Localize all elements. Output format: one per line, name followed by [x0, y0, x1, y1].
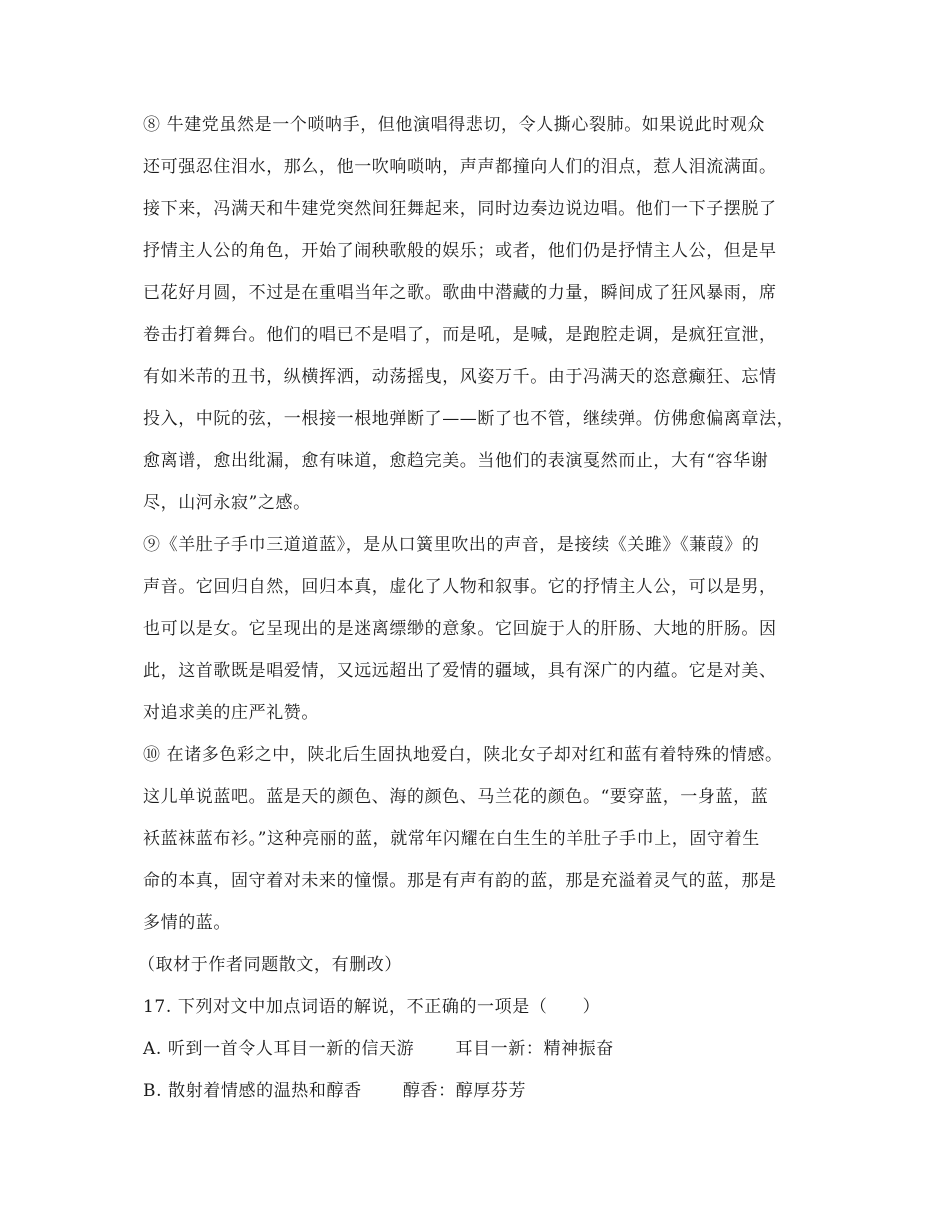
paragraph-10-line-2: 这儿单说蓝吧。蓝是天的颜色、海的颜色、马兰花的颜色。“要穿蓝，一身蓝，蓝 — [143, 787, 769, 807]
paragraph-9-line-5: 对追求美的庄严礼赞。 — [143, 703, 319, 723]
paragraph-8-line-9: 愈离谱，愈出纰漏，愈有味道，愈趋完美。当他们的表演戛然而止，大有“容华谢 — [143, 451, 769, 471]
paragraph-8-line-4: 抒情主人公的角色，开始了闹秧歌般的娱乐；或者，他们仍是抒情主人公，但是早 — [143, 241, 777, 261]
paragraph-8-line-2: 还可强忍住泪水，那么，他一吹响唢呐，声声都撞向人们的泪点，惹人泪流满面。 — [143, 157, 777, 177]
paragraph-8-line-1: ⑧ 牛建党虽然是一个唢呐手，但他演唱得悲切，令人撕心裂肺。如果说此时观众 — [143, 115, 766, 135]
paragraph-10-line-1: ⑩ 在诸多色彩之中，陕北后生固执地爱白，陕北女子却对红和蓝有着特殊的情感。 — [143, 745, 783, 765]
paragraph-8-line-7: 有如米芾的丑书，纵横挥洒，动荡摇曳，风姿万千。由于冯满天的恣意癫狂、忘情 — [143, 367, 777, 387]
paragraph-8-line-8: 投入，中阮的弦，一根接一根地弹断了——断了也不管，继续弹。仿佛愈偏离章法， — [143, 409, 795, 429]
paragraph-9-line-3: 也可以是女。它呈现出的是迷离缥缈的意象。它回旋于人的肝肠、大地的肝肠。因 — [143, 619, 777, 639]
paragraph-9-line-2: 声音。它回归自然，回归本真，虚化了人物和叙事。它的抒情主人公，可以是男， — [143, 577, 777, 597]
option-a: A. 听到一首令人耳目一新的信天游 耳目一新：精神振奋 — [143, 1039, 614, 1059]
paragraph-8-line-3: 接下来，冯满天和牛建党突然间狂舞起来，同时边奏边说边唱。他们一下子摆脱了 — [143, 199, 777, 219]
question-17: 17. 下列对文中加点词语的解说，不正确的一项是（ ） — [143, 997, 601, 1017]
paragraph-9-line-1: ⑨《羊肚子手巾三道道蓝》，是从口簧里吹出的声音，是接续《关雎》《蒹葭》的 — [143, 535, 760, 555]
paragraph-8-line-6: 卷击打着舞台。他们的唱已不是唱了，而是吼，是喊，是跑腔走调，是疯狂宣泄， — [143, 325, 777, 345]
option-b: B. 散射着情感的温热和醇香 醇香：醇厚芬芳 — [143, 1081, 527, 1101]
paragraph-8-line-5: 已花好月圆，不过是在重唱当年之歌。歌曲中潜藏的力量，瞬间成了狂风暴雨，席 — [143, 283, 777, 303]
paragraph-10-line-5: 多情的蓝。 — [143, 913, 231, 933]
source-note: （取材于作者同题散文，有删改） — [138, 955, 402, 975]
paragraph-8-line-10: 尽，山河永寂”之感。 — [143, 493, 311, 513]
paragraph-10-line-4: 命的本真，固守着对未来的憧憬。那是有声有韵的蓝，那是充溢着灵气的蓝，那是 — [143, 871, 777, 891]
paragraph-10-line-3: 袄蓝袜蓝布衫。”这种亮丽的蓝，就常年闪耀在白生生的羊肚子手巾上，固守着生 — [143, 829, 760, 849]
paragraph-9-line-4: 此，这首歌既是唱爱情，又远远超出了爱情的疆域，具有深广的内蕴。它是对美、 — [143, 661, 777, 681]
